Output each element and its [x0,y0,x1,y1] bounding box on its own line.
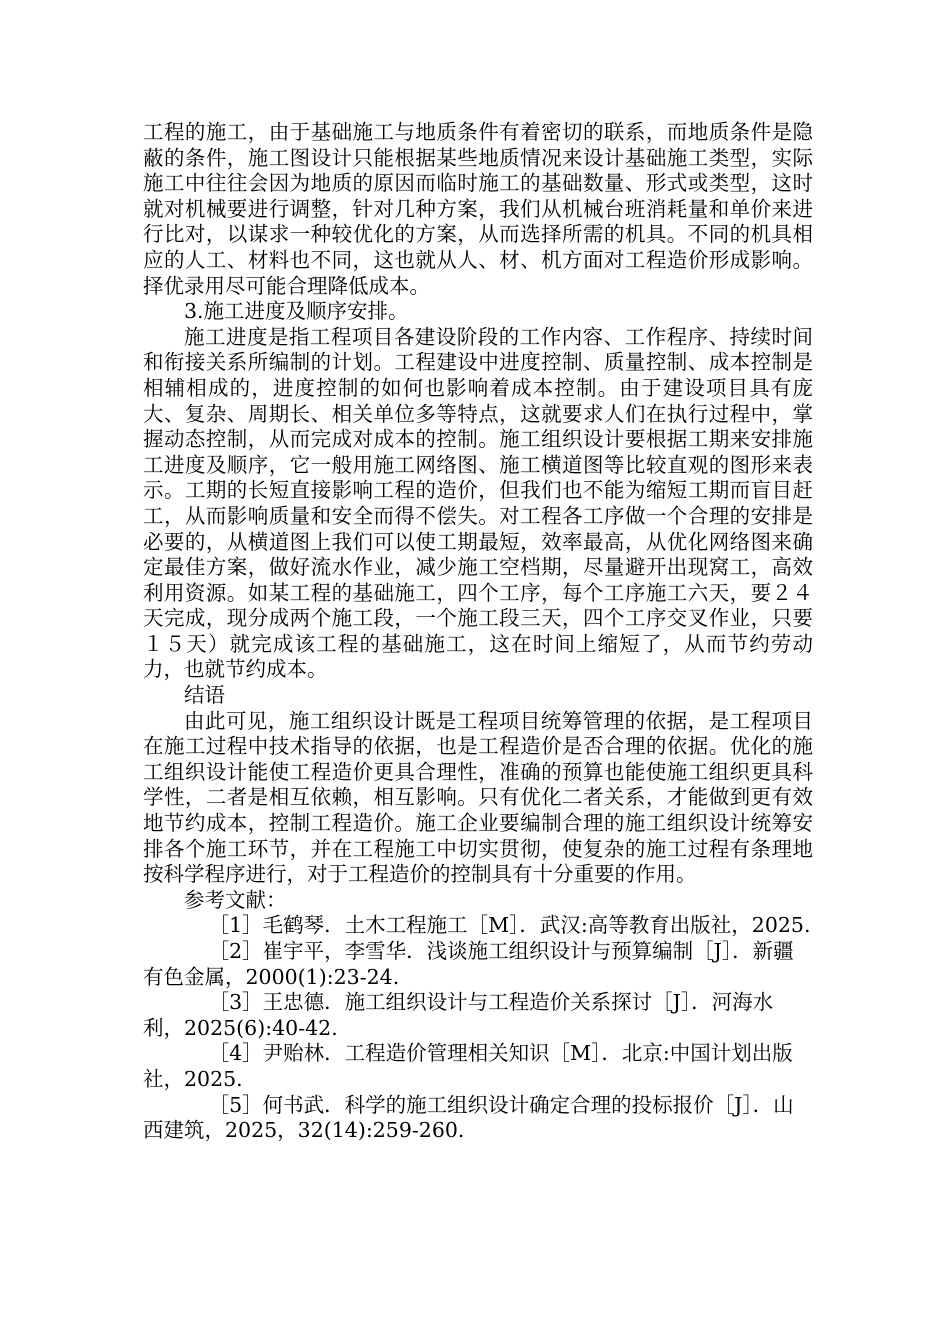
conclusion-paragraph: 由此可见，施工组织设计既是工程项目统筹管理的依据，是工程项目在施工过程中技术指导的依据，也是工程造价是否合理的依据。优化的施工组织设计能使工程造价更具合理性，准确的预算也能使施工组织更具科学性，二者是相互依赖，相互影响。只有优化二者关系，才能做到更有效地节约成本，控制工程造价。施工企业要编制合理的施工组织设计统筹安排各个施工环节，并在工程施工中切实贯彻，使复杂的施工过程有条理地按科学程序进行，对于工程造价的控制具有十分重要的作用。 [143,708,813,887]
conclusion-heading: 结语 [184,683,225,708]
section-3-paragraph: 施工进度是指工程项目各建设阶段的工作内容、工作程序、持续时间和衔接关系所编制的计划。工程建设中进度控制、质量控制、成本控制是相辅相成的，进度控制的如何也影响着成本控制。由于建设项目具有庞大、复杂、周期长、相关单位多等特点，这就要求人们在执行过程中，掌握动态控制，从而完成对成本的控制。施工组织设计要根据工期来安排施工进度及顺序，它一般用施工网络图、施工横道图等比较直观的图形来表示。工期的长短直接影响工程的造价，但我们也不能为缩短工期而盲目赶工，从而影响质量和安全而得不偿失。对工程各工序做一个合理的安排是必要的，从横道图上我们可以使工期最短，效率最高，从优化网络图来确定最佳方案，做好流水作业，减少施工空档期，尽量避开出现窝工，高效利用资源。如某工程的基础施工，四个工序，每个工序施工六天，要２４天完成，现分成两个施工段，一个施工段三天，四个工序交叉作业，只要１５天）就完成该工程的基础施工，这在时间上缩短了，从而节约劳动力，也就节约成本。 [143,324,813,682]
references-heading: 参考文献： [184,887,287,912]
reference-item: ［2］崔宇平，李雪华．浅谈施工组织设计与预算编制［J］．新疆有色金属，2000(1):23-24. [143,939,794,989]
reference-item: ［1］毛鹤琴．土木工程施工［M］．武汉:高等教育出版社，2025. [208,913,811,938]
section-3-heading: 3.施工进度及顺序安排。 [184,299,409,324]
reference-item: ［4］尹贻林．工程造价管理相关知识［M］．北京:中国计划出版社，2025. [143,1041,793,1091]
reference-item: ［5］何书武．科学的施工组织设计确定合理的投标报价［J］．山西建筑，2025，32(14):259-260. [143,1092,794,1143]
reference-list [143,913,813,1143]
reference-item: ［3］王忠德．施工组织设计与工程造价关系探讨［J］．河海水利，2025(6):40-42. [143,990,774,1040]
document-body [143,120,813,1144]
intro-paragraph: 工程的施工，由于基础施工与地质条件有着密切的联系，而地质条件是隐蔽的条件，施工图设计只能根据某些地质情况来设计基础施工类型，实际施工中往往会因为地质的原因而临时施工的基础数量、形式或类型，这时就对机械要进行调整，针对几种方案，我们从机械台班消耗量和单价来进行比对，以谋求一种较优化的方案，从而选择所需的机具。不同的机具相应的人工、材料也不同，这也就从人、材、机方面对工程造价形成影响。择优录用尽可能合理降低成本。 [143,120,813,298]
